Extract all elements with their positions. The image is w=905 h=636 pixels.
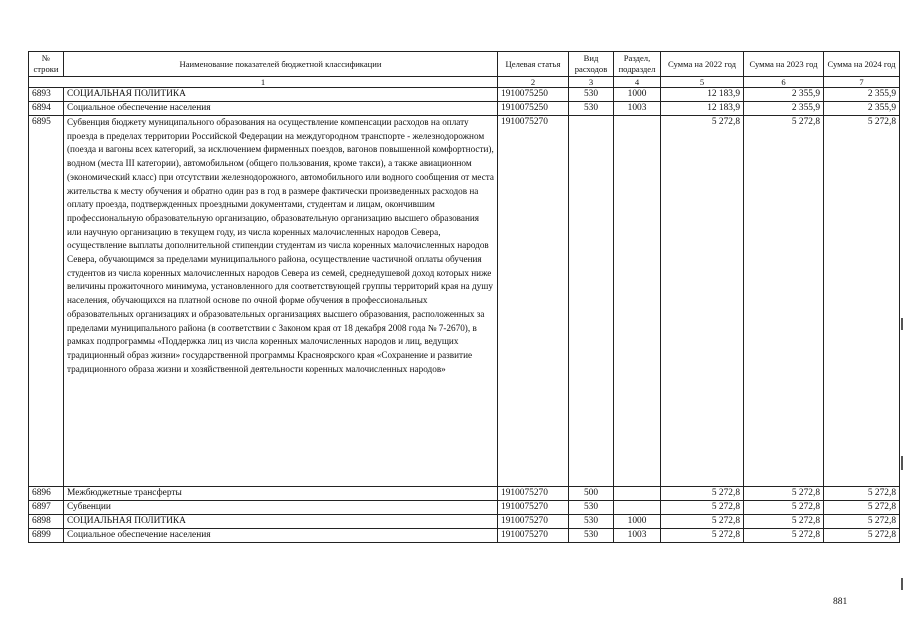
header-expense-kind: Вид расходов: [569, 52, 614, 77]
header-sum-2023: Сумма на 2023 год: [744, 52, 824, 77]
row-sum-2022: 12 183,9: [661, 88, 744, 102]
row-name: СОЦИАЛЬНАЯ ПОЛИТИКА: [64, 88, 498, 102]
row-kind: 500: [569, 487, 614, 501]
table-row: [29, 102, 900, 116]
row-number: 6897: [29, 501, 64, 515]
table-row: [29, 487, 900, 501]
row-section: [614, 116, 661, 487]
row-sum-2024: 2 355,9: [824, 88, 900, 102]
row-sum-2024: 5 272,8: [824, 487, 900, 501]
page-number: 881: [833, 597, 848, 607]
row-section: [614, 501, 661, 515]
row-number: 6896: [29, 487, 64, 501]
row-sum-2022: 5 272,8: [661, 529, 744, 543]
row-target: 1910075270: [498, 515, 569, 529]
row-name: Субвенции: [64, 501, 498, 515]
row-number: 6899: [29, 529, 64, 543]
row-section: [614, 487, 661, 501]
row-kind: 530: [569, 88, 614, 102]
column-number: 2: [498, 77, 569, 88]
column-number: 6: [744, 77, 824, 88]
column-number: 7: [824, 77, 900, 88]
scan-edge-mark: [901, 578, 903, 590]
row-target: 1910075270: [498, 529, 569, 543]
table-row: [29, 515, 900, 529]
column-number: 3: [569, 77, 614, 88]
row-number: 6893: [29, 88, 64, 102]
column-number: 1: [29, 77, 498, 88]
row-kind: [569, 116, 614, 487]
scan-edge-mark: [901, 318, 903, 330]
row-name: Социальное обеспечение населения: [64, 102, 498, 116]
row-number: 6898: [29, 515, 64, 529]
row-sum-2022: 12 183,9: [661, 102, 744, 116]
table-row: [29, 88, 900, 102]
header-target-article: Целевая статья: [498, 52, 569, 77]
row-number: 6894: [29, 102, 64, 116]
row-kind: 530: [569, 102, 614, 116]
row-sum-2023: 2 355,9: [744, 88, 824, 102]
row-target: 1910075250: [498, 88, 569, 102]
table-row: [29, 501, 900, 515]
row-target: 1910075270: [498, 501, 569, 515]
row-name: СОЦИАЛЬНАЯ ПОЛИТИКА: [64, 515, 498, 529]
row-sum-2024: 5 272,8: [824, 116, 900, 487]
column-number: 5: [661, 77, 744, 88]
row-target: 1910075270: [498, 487, 569, 501]
row-sum-2024: 5 272,8: [824, 515, 900, 529]
row-sum-2023: 5 272,8: [744, 116, 824, 487]
row-sum-2023: 5 272,8: [744, 529, 824, 543]
row-name: Межбюджетные трансферты: [64, 487, 498, 501]
row-name: Социальное обеспечение населения: [64, 529, 498, 543]
row-sum-2022: 5 272,8: [661, 116, 744, 487]
row-number: 6895: [29, 116, 64, 487]
row-kind: 530: [569, 515, 614, 529]
header-indicator-name: Наименование показателей бюджетной классификации: [64, 52, 498, 77]
header-sum-2024: Сумма на 2024 год: [824, 52, 900, 77]
row-sum-2023: 5 272,8: [744, 487, 824, 501]
header-sum-2022: Сумма на 2022 год: [661, 52, 744, 77]
column-number-row: [29, 77, 900, 88]
row-sum-2024: 5 272,8: [824, 501, 900, 515]
row-kind: 530: [569, 501, 614, 515]
row-name: Субвенция бюджету муниципального образования на осуществление компенсации расходов на оплату проезда в пределах территории Российской Федерации на междугородном транспорте - железнодорожном (поезда и вагоны всех категорий, за исключением фирменных поездов, вагонов повышенной комфортности), водном (места III категории), автомобильном (общего пользования, кроме такси), а также авиационном (экономический класс) при отсутствии железнодорожного, автомобильного или водного сообщения от места жительства к месту обучения и обратно один раз в год в размере фактически произведенных расходов на оплату проезда, подтвержденных проездными документами, студентам и лицам, окончившим профессиональную образовательную организацию, образовательную организацию высшего образования или научную организацию в текущем году, из числа коренных малочисленных народов Севера, осуществление выплаты дополнительной стипендии студентам из числа коренных малочисленных народов Севера, обучающимся за пределами муниципального района, осуществление частичной оплаты обучения студентов из числа коренных малочисленных народов Севера из семей, среднедушевой доход которых ниже величины прожиточного минимума, установленного для соответствующей группы территорий края на душу населения, обучающихся на платной основе по очной форме обучения в профессиональных образовательных организациях и образовательных организациях высшего образования, расположенных за пределами муниципального района (в соответствии с Законом края от 18 декабря 2008 года № 7-2670), в рамках подпрограммы «Поддержка лиц из числа коренных малочисленных народов и лиц, ведущих традиционный образ жизни» государственной программы Красноярского края «Сохранение и развитие традиционного образа жизни и хозяйственной деятельности коренных малочисленных народов»: [64, 116, 498, 487]
row-target: 1910075270: [498, 116, 569, 487]
row-sum-2022: 5 272,8: [661, 501, 744, 515]
row-section: 1003: [614, 529, 661, 543]
row-sum-2024: 5 272,8: [824, 529, 900, 543]
row-section: 1003: [614, 102, 661, 116]
row-kind: 530: [569, 529, 614, 543]
row-sum-2022: 5 272,8: [661, 487, 744, 501]
header-row: [29, 52, 900, 77]
row-section: 1000: [614, 515, 661, 529]
row-sum-2023: 2 355,9: [744, 102, 824, 116]
budget-table: [28, 51, 900, 543]
table-row: [29, 529, 900, 543]
row-sum-2024: 2 355,9: [824, 102, 900, 116]
table-row: [29, 116, 900, 487]
row-target: 1910075250: [498, 102, 569, 116]
row-sum-2023: 5 272,8: [744, 515, 824, 529]
header-section: Раздел, подраздел: [614, 52, 661, 77]
header-row-number: № строки: [29, 52, 64, 77]
row-section: 1000: [614, 88, 661, 102]
column-number: 4: [614, 77, 661, 88]
scan-edge-mark: [901, 456, 903, 470]
row-sum-2022: 5 272,8: [661, 515, 744, 529]
row-sum-2023: 5 272,8: [744, 501, 824, 515]
